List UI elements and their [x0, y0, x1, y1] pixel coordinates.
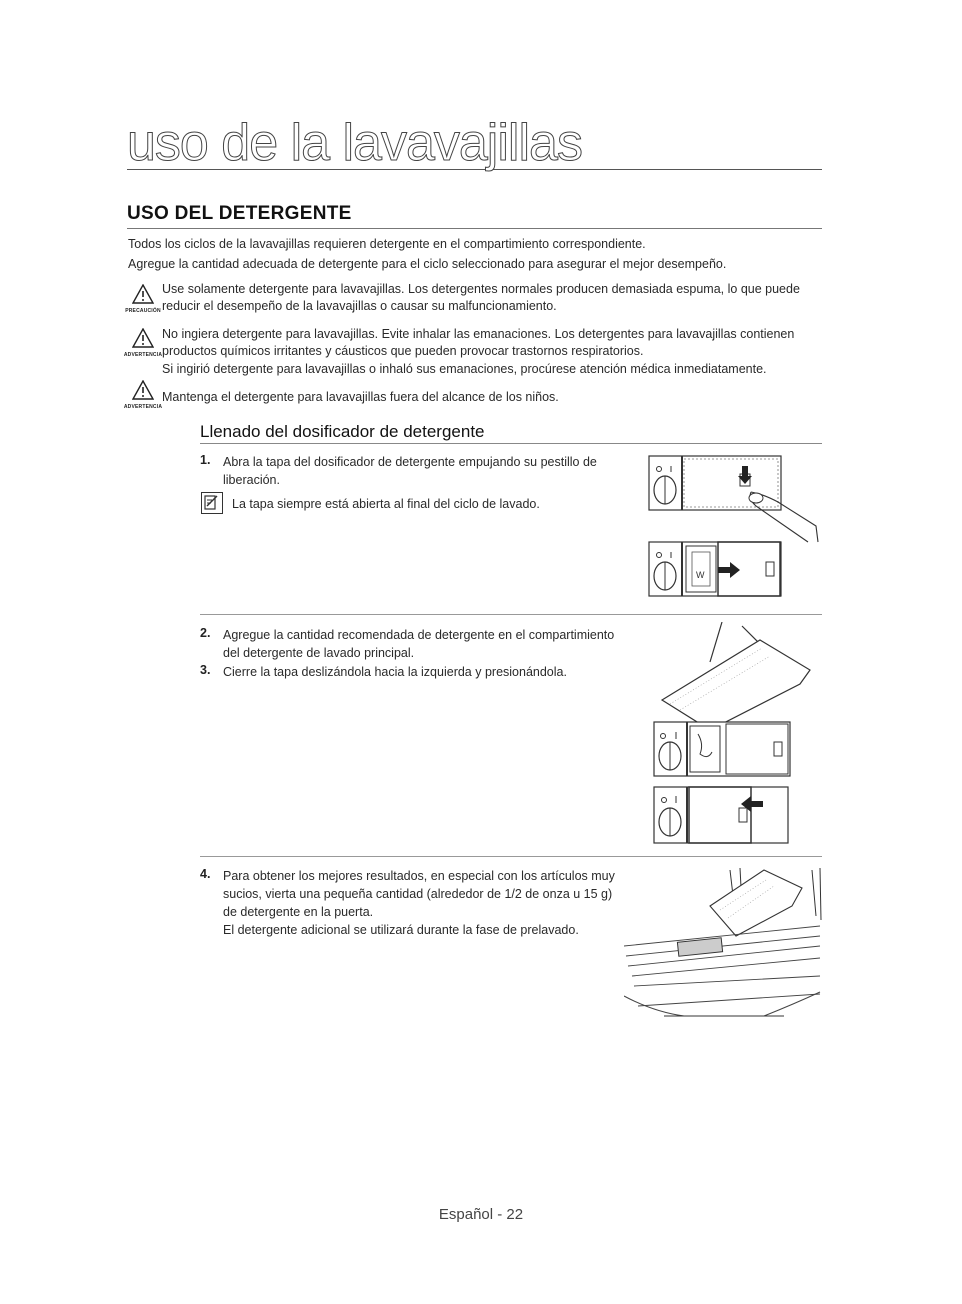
warning-label: ADVERTENCIA	[123, 404, 163, 410]
warning-text: reducir el desempeño de la lavavajillas o causar su malfuncionamiento.	[162, 299, 557, 313]
intro-line: Todos los ciclos de la lavavajillas requieren detergente en el compartimiento correspondiente.	[128, 237, 646, 251]
step-text: sucios, vierta una pequeña cantidad (alrededor de 1/2 de onza u 15 g)	[223, 887, 613, 901]
warning-text: Mantenga el detergente para lavavajillas fuera del alcance de los niños.	[162, 390, 559, 404]
warning-icon	[123, 328, 163, 358]
subsection-heading: Llenado del dosificador de detergente	[200, 422, 822, 444]
warning-text: Si ingirió detergente para lavavajillas o inhaló sus emanaciones, procúrese atención médica inmediatamente.	[162, 362, 767, 376]
intro-line: Agregue la cantidad adecuada de detergente para el ciclo seleccionado para asegurar el mejor desempeño.	[128, 257, 727, 271]
svg-text:W: W	[696, 570, 705, 580]
warning-text: productos químicos irritantes y cáusticos que pueden provocar trastornos respiratorios.	[162, 344, 644, 358]
step-text: liberación.	[223, 473, 280, 487]
step-number: 2.	[200, 626, 211, 640]
close-lid-figure	[653, 784, 791, 846]
section-divider	[200, 856, 822, 857]
dispenser-open-figure	[648, 454, 820, 544]
step-text: Para obtener los mejores resultados, en especial con los artículos muy	[223, 869, 615, 883]
step-number: 1.	[200, 453, 211, 467]
section-heading: USO DEL DETERGENTE	[127, 203, 822, 229]
note-icon	[201, 492, 223, 514]
warning-icon	[123, 380, 163, 410]
step-text: Abra la tapa del dosificador de detergente empujando su pestillo de	[223, 455, 597, 469]
warning-text: No ingiera detergente para lavavajillas. Evite inhalar las emanaciones. Los detergentes para lavavajillas contienen	[162, 327, 795, 341]
page-footer: Español - 22	[438, 1206, 524, 1223]
step-number: 3.	[200, 663, 211, 677]
caution-label: PRECAUCIÓN	[125, 308, 161, 314]
step-text: Cierre la tapa deslizándola hacia la izquierda y presionándola.	[223, 665, 567, 679]
step-text: del detergente de lavado principal.	[223, 646, 415, 660]
step-text: Agregue la cantidad recomendada de detergente en el compartimiento	[223, 628, 615, 642]
step-number: 4.	[200, 867, 211, 881]
note-text: La tapa siempre está abierta al final del ciclo de lavado.	[232, 497, 540, 511]
warning-label: ADVERTENCIA	[123, 352, 163, 358]
dispenser-slide-figure	[648, 540, 783, 598]
caution-icon	[123, 284, 163, 314]
step-text: de detergente en la puerta.	[223, 905, 374, 919]
door-detergent-figure	[624, 866, 822, 1018]
step-text: El detergente adicional se utilizará durante la fase de prelavado.	[223, 923, 579, 937]
section-divider	[200, 614, 822, 615]
pour-detergent-figure	[650, 622, 815, 780]
warning-text: Use solamente detergente para lavavajillas. Los detergentes normales producen demasiada espuma, lo que puede	[162, 282, 800, 296]
page-title: uso de la lavavajillas	[127, 118, 822, 170]
